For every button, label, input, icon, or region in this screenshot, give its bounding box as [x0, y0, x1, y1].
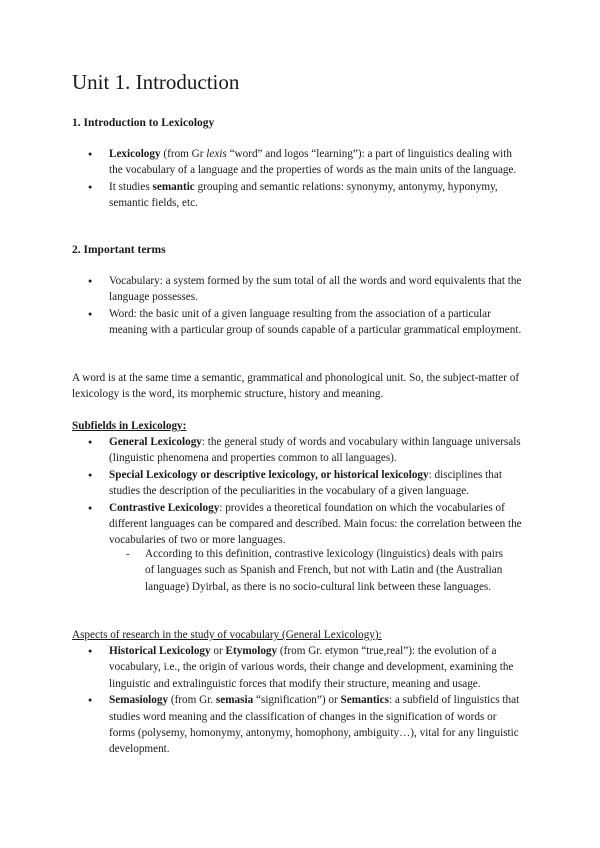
list-item-special-lexicology: ● Special Lexicology or descriptive lexicology, or historical lexicology: disciplines that studies the description of the peculiarities in the vocabulary of a given language.	[0, 467, 600, 500]
aspects-heading: Aspects of research in the study of vocabulary (General Lexicology):	[72, 629, 382, 641]
list-item-semasiology: ● Semasiology (from Gr. semasia “signification”) or Semantics: a subfield of linguistics that studies word meaning and the classification of changes in the signification of words or forms (polysemy, homonymy, antonymy, homophony, ambiguity…), vital for any linguistic development.	[0, 692, 600, 758]
section1-list	[0, 146, 600, 212]
list-item-vocabulary: ● Vocabulary: a system formed by the sum total of all the words and word equivalents that the language possesses.	[0, 273, 600, 306]
list-item-general-lexicology: ● General Lexicology: the general study of words and vocabulary within language universals (linguistic phenomena and properties common to all languages).	[0, 434, 600, 467]
section2-list	[0, 273, 600, 339]
subfields-list	[0, 434, 600, 549]
list-item-semantic: ● It studies semantic grouping and semantic relations: synonymy, antonymy, hyponymy, semantic fields, etc.	[0, 179, 600, 212]
list-item-contrastive-note: - According to this definition, contrastive lexicology (linguistics) deals with pairs of languages such as Spanish and French, but not with Latin and (the Australian language) Dyirbal, as there is no socio-cultural link between these languages.	[0, 546, 600, 595]
page-title: Unit 1. Introduction	[72, 70, 240, 94]
list-item-contrastive-lexicology: ● Contrastive Lexicology: provides a theoretical foundation on which the vocabularies of different languages can be compared and described. Main focus: the correlation between the vocabularies of two or more languages.	[0, 500, 600, 549]
list-item-word: ● Word: the basic unit of a given language resulting from the association of a particular meaning with a particular group of sounds capable of a particular grammatical employment.	[0, 306, 600, 339]
list-item-lexicology: ● Lexicology (from Gr lexis “word” and logos “learning”): a part of linguistics dealing with the vocabulary of a language and the properties of words as the main units of the language.	[0, 146, 600, 179]
subfields-heading: Subfields in Lexicology:	[72, 420, 187, 432]
section2-heading: 2. Important terms	[72, 244, 166, 256]
contrastive-sublist	[0, 546, 600, 595]
section1-heading: 1. Introduction to Lexicology	[72, 117, 215, 129]
intro-paragraph: A word is at the same time a semantic, grammatical and phonological unit. So, the subject-matter of lexicology is the word, its morphemic structure, history and meaning.	[72, 372, 520, 401]
list-item-historical-lexicology: ● Historical Lexicology or Etymology (from Gr. etymon “true,real”): the evolution of a vocabulary, i.e., the origin of various words, their change and development, examining the linguistic and extralinguistic forces that modify their structure, meaning and usage.	[0, 643, 600, 692]
aspects-list	[0, 643, 600, 758]
